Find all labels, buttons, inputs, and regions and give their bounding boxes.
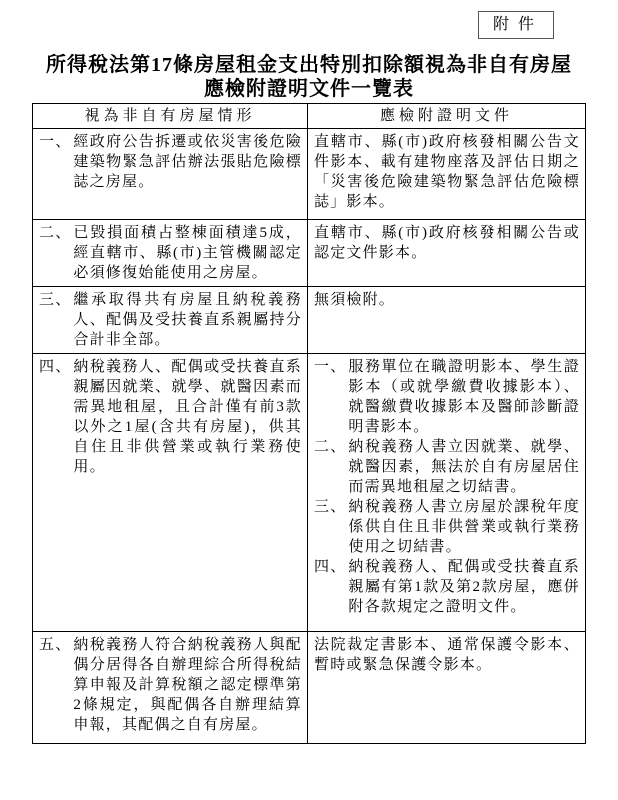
documents-text: 直轄市、縣(市)政府核發相關公告文件影本、載有建物座落及評估日期之「災害後危險建築物緊急評估危險標誌」影本。 xyxy=(314,134,580,210)
document-item xyxy=(314,437,580,497)
table-row xyxy=(33,632,586,744)
page-title-line-1: 所得稅法第17條房屋租金支出特別扣除額視為非自有房屋 xyxy=(46,54,572,76)
item-number: 四、 xyxy=(39,359,72,375)
table-row xyxy=(33,287,586,354)
documents-cell xyxy=(308,287,586,354)
item-text: 納稅義務人、配偶或受扶養直系親屬因就業、就學、就醫因素而需異地租屋，且合計僅有前3款以外之1屋(含共有房屋)，供其自住且非供營業或執行業務使用。 xyxy=(73,359,302,475)
item-number: 五、 xyxy=(39,637,72,653)
header-documents-column: 應檢附證明文件 xyxy=(308,104,586,129)
item-text: 經政府公告拆遷或依災害後危險建築物緊急評估辦法張貼危險標誌之房屋。 xyxy=(73,134,302,190)
table-header-row xyxy=(33,104,586,129)
documents-text: 法院裁定書影本、通常保護令影本、暫時或緊急保護令影本。 xyxy=(314,637,580,673)
table-row xyxy=(33,354,586,632)
case-cell xyxy=(33,354,308,632)
item-text: 已毀損面積占整棟面積達5成，經直轄市、縣(市)主管機關認定必須修復始能使用之房屋。 xyxy=(73,225,302,281)
item-number: 一、 xyxy=(314,359,347,375)
item-number: 二、 xyxy=(314,439,347,455)
documents-cell xyxy=(308,129,586,220)
document-table xyxy=(32,103,586,744)
documents-text: 直轄市、縣(市)政府核發相關公告或認定文件影本。 xyxy=(314,225,580,261)
documents-cell xyxy=(308,632,586,744)
item-text: 納稅義務人書立因就業、就學、就醫因素，無法於自有房屋居住而需異地租屋之切結書。 xyxy=(348,439,580,495)
table-row xyxy=(33,129,586,220)
item-text: 納稅義務人書立房屋於課稅年度係供自住且非供營業或執行業務使用之切結書。 xyxy=(348,499,580,555)
document-item xyxy=(314,497,580,557)
case-cell xyxy=(33,220,308,287)
case-cell xyxy=(33,632,308,744)
case-item xyxy=(39,132,302,192)
case-item xyxy=(39,223,302,283)
case-item xyxy=(39,290,302,350)
document-item xyxy=(314,557,580,617)
attachment-label: 附件 xyxy=(492,16,543,33)
item-number: 四、 xyxy=(314,559,347,575)
item-number: 一、 xyxy=(39,134,72,150)
case-item xyxy=(39,635,302,735)
item-text: 繼承取得共有房屋且納稅義務人、配偶及受扶養直系親屬持分合計非全部。 xyxy=(73,292,302,348)
document-item xyxy=(314,357,580,437)
item-number: 三、 xyxy=(39,292,72,308)
table-row xyxy=(33,220,586,287)
item-text: 納稅義務人、配偶或受扶養直系親屬有第1款及第2款房屋，應併附各款規定之證明文件。 xyxy=(348,559,580,615)
documents-text: 無須檢附。 xyxy=(314,292,396,308)
documents-cell xyxy=(308,220,586,287)
item-text: 納稅義務人符合納稅義務人與配偶分居得各自辦理綜合所得稅結算申報及計算稅額之認定標準第2條規定，與配偶各自辦理結算申報，其配偶之自有房屋。 xyxy=(73,637,302,733)
item-number: 二、 xyxy=(39,225,72,241)
case-cell xyxy=(33,129,308,220)
item-number: 三、 xyxy=(314,499,347,515)
header-case-column: 視為非自有房屋情形 xyxy=(33,104,308,129)
page-title-line-2: 應檢附證明文件一覽表 xyxy=(204,78,414,100)
case-cell xyxy=(33,287,308,354)
documents-cell xyxy=(308,354,586,632)
case-item xyxy=(39,357,302,477)
item-text: 服務單位在職證明影本、學生證影本（或就學繳費收據影本）、就醫繳費收據影本及醫師診斷證明書影本。 xyxy=(348,359,580,435)
page-title xyxy=(0,53,618,101)
attachment-label-box xyxy=(478,11,554,39)
